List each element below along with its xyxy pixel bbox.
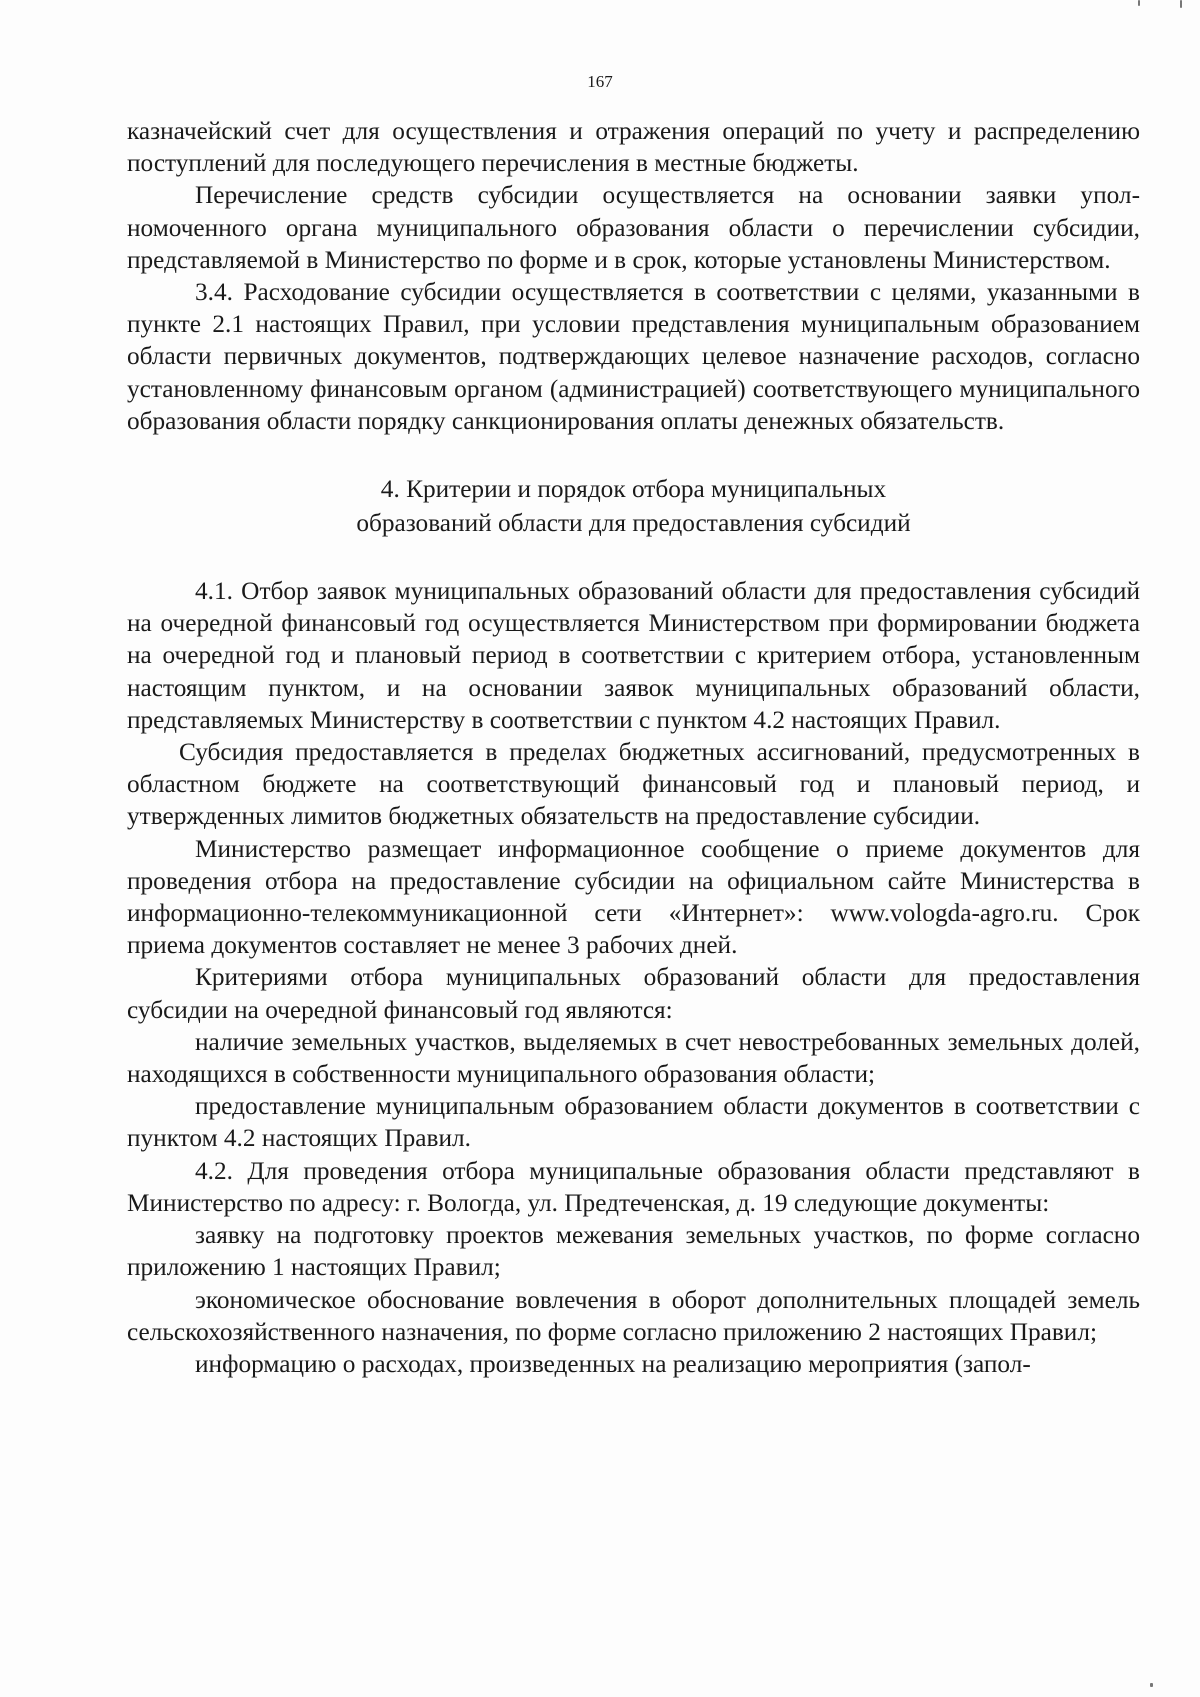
document-body	[127, 115, 1140, 1380]
scan-speck	[1150, 1683, 1153, 1687]
paragraph-criterion-land: наличие земельных участков, выделяемых в счет невостребованных земельных долей, находящихся в собственности муниципального образования области;	[127, 1027, 1140, 1089]
paragraph-expenses-info: информацию о расходах, произведенных на реализацию мероприятия (запол-	[195, 1349, 1031, 1378]
paragraph-criterion-documents: предоставление муниципальным образованием области документов в соответствии с пунктом 4.2 настоящих Правил.	[127, 1092, 1140, 1153]
paragraph-economic-justification: экономическое обоснование вовлечения в оборот дополнительных площадей земель сельскохозяйственного назначения, по форме согласно приложению 2 настоящих Правил;	[127, 1285, 1140, 1346]
section-heading-line-2: образований области для предоставления субсидий	[356, 509, 911, 538]
paragraph-1: казначейский счет для осуществления и отражения операций по учету и распределению поступлений для последующего перечисления в местные бюджеты.	[127, 117, 1140, 178]
paragraph-info-message: Министерство размещает информационное сообщение о приеме документов для проведения отбора на предоставление субсидии на официальном сайте Министерства в информационно-телекоммуникационной сети «Интернет»: www.vologda-agro.ru. Срок приема документов составляет не менее 3 рабочих дней.	[127, 834, 1140, 960]
paragraph-application: заявку на подготовку проектов межевания земельных участков, по форме согласно приложению 1 настоящих Правил;	[127, 1221, 1140, 1282]
paragraph-4-2: 4.2. Для проведения отбора муниципальные образования области представляют в Министерство по адресу: г. Вологда, ул. Предтеченская, д. 19 следующие документы:	[127, 1156, 1140, 1217]
paragraph-3-4: 3.4. Расходование субсидии осуществляется в соответствии с целями, указанными в пункте 2.1 настоящих Правил, при условии представления муниципальным образованием области первичных документов, подтверждающих целевое назначение расходов, согласно установленному финансовым органом (администрацией) соответствующего муниципального образования области порядку санкционирования оплаты денежных обязательств.	[127, 278, 1140, 435]
paragraph-subsidy-limits: Субсидия предоставляется в пределах бюджетных ассигнований, предусмотренных в областном бюджете на соответствующий финансовый год и плановый период, и утвержденных лимитов бюджетных обязательств на предоставление субсидии.	[127, 738, 1140, 831]
scan-speck	[1138, 0, 1140, 6]
paragraph-criteria: Критериями отбора муниципальных образований области для предоставления субсидии на очередной финансовый год являются:	[127, 963, 1140, 1024]
section-heading-line-1: 4. Критерии и порядок отбора муниципальных	[380, 475, 887, 504]
page-number: 167	[587, 72, 613, 91]
paragraph-4-1: 4.1. Отбор заявок муниципальных образований области для предоставления субсидий на очередной финансовый год осуществляется Министерством при формировании бюджета на очередной год и плановый период в соответствии с критерием отбора, установленным настоящим пунктом, и на основании заявок муниципальных образований области, представляемых Министерству в соответствии с пунктом 4.2 настоящих Правил.	[127, 577, 1140, 734]
paragraph-2: Перечисление средств субсидии осуществляется на основании заявки уполномоченного органа муниципального образования области о перечислении субсидии, представляемой в Министерство по форме и в срок, которые установлены Министерством.	[127, 181, 1140, 274]
section-heading-4	[127, 472, 1140, 540]
scan-speck	[1180, 0, 1182, 8]
